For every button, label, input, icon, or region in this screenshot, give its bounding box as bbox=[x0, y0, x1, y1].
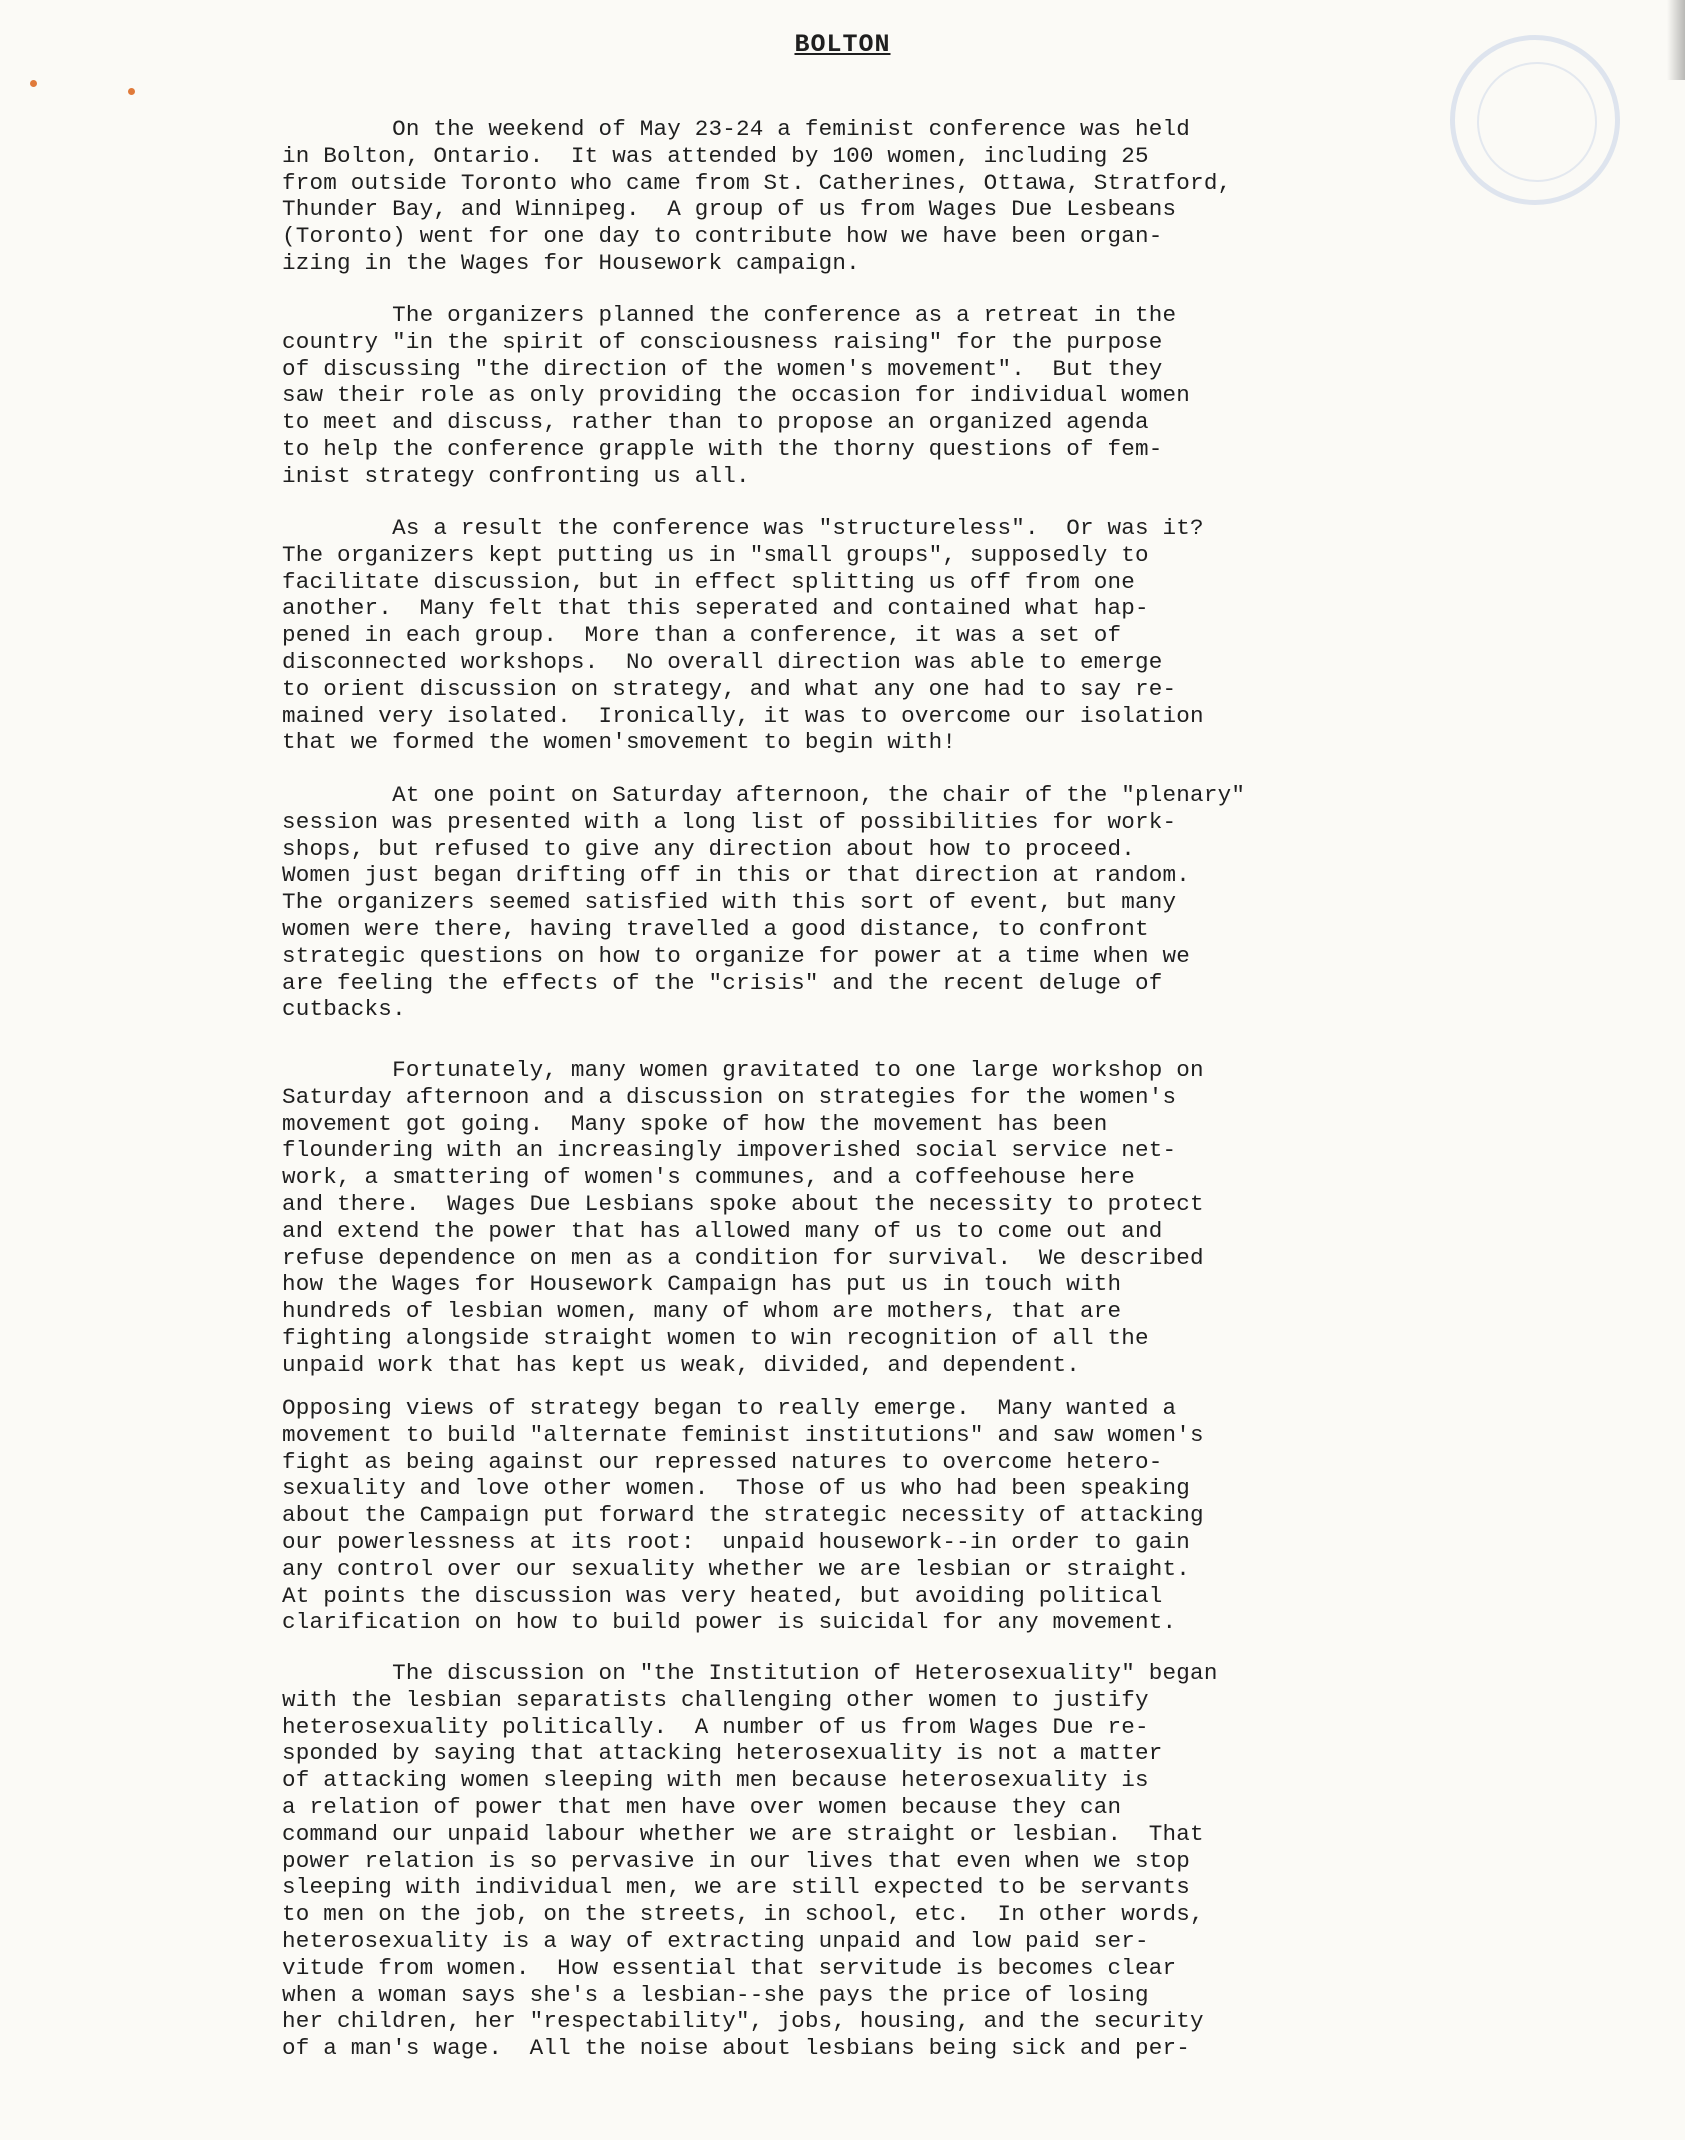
paragraph-4: At one point on Saturday afternoon, the chair of the "plenary" session was presented with a long list of possibilities for work- shops, but refused to give any direction about how to proceed. Women just began drifting off in this or that direction at random. The organizers seemed satisfied with this sort of event, but many women were there, having travelled a good distance, to confront strategic questions on how to organize for power at a time when we are feeling the effects of the "crisis" and the recent deluge of cutbacks. bbox=[282, 782, 1246, 1023]
faded-stamp bbox=[1450, 35, 1620, 205]
paper-spot bbox=[128, 88, 135, 95]
paragraph-7: The discussion on "the Institution of Heterosexuality" began with the lesbian separatists challenging other women to justify heterosexuality politically. A number of us from Wages Due re- sponded by saying that attacking heterosexuality is not a matter of attacking women sleeping with men because heterosexuality is a relation of power that men have over women because they can command our unpaid labour whether we are straight or lesbian. That power relation is so pervasive in our lives that even when we stop sleeping with individual men, we are still expected to be servants to men on the job, on the streets, in school, etc. In other words, heterosexuality is a way of extracting unpaid and low paid ser- vitude from women. How essential that servitude is becomes clear when a woman says she's a lesbian--she pays the price of losing her children, her "respectability", jobs, housing, and the security of a man's wage. All the noise about lesbians being sick and per- bbox=[282, 1660, 1218, 2062]
paragraph-3: As a result the conference was "structureless". Or was it? The organizers kept putting us in "small groups", supposedly to facilitate discussion, but in effect splitting us off from one another. Many felt that this seperated and contained what hap- pened in each group. More than a conference, it was a set of disconnected workshops. No overall direction was able to emerge to orient discussion on strategy, and what any one had to say re- mained very isolated. Ironically, it was to overcome our isolation that we formed the women'smovement to begin with! bbox=[282, 515, 1204, 756]
paragraph-2: The organizers planned the conference as a retreat in the country "in the spirit of consciousness raising" for the purpose of discussing "the direction of the women's movement". But they saw their role as only providing the occasion for individual women to meet and discuss, rather than to propose an organized agenda to help the conference grapple with the thorny questions of fem- inist strategy confronting us all. bbox=[282, 302, 1191, 489]
paper-spot bbox=[30, 80, 37, 87]
paragraph-5: Fortunately, many women gravitated to one large workshop on Saturday afternoon and a discussion on strategies for the women's movement got going. Many spoke of how the movement has been floundering with an increasingly impoverished social service net- work, a smattering of women's communes, and a coffeehouse here and there. Wages Due Lesbians spoke about the necessity to protect and extend the power that has allowed many of us to come out and refuse dependence on men as a condition for survival. We described how the Wages for Housework Campaign has put us in touch with hundreds of lesbian women, many of whom are mothers, that are fighting alongside straight women to win recognition of all the unpaid work that has kept us weak, divided, and dependent. bbox=[282, 1057, 1204, 1378]
paragraph-6: Opposing views of strategy began to really emerge. Many wanted a movement to build "alternate feminist institutions" and saw women's fight as being against our repressed natures to overcome hetero- sexuality and love other women. Those of us who had been speaking about the Campaign put forward the strategic necessity of attacking our powerlessness at its root: unpaid housework--in order to gain any control over our sexuality whether we are lesbian or straight. At points the discussion was very heated, but avoiding political clarification on how to build power is suicidal for any movement. bbox=[282, 1395, 1204, 1636]
paragraph-1: On the weekend of May 23-24 a feminist conference was held in Bolton, Ontario. It was attended by 100 women, including 25 from outside Toronto who came from St. Catherines, Ottawa, Stratford, Thunder Bay, and Winnipeg. A group of us from Wages Due Lesbeans (Toronto) went for one day to contribute how we have been organ- izing in the Wages for Housework campaign. bbox=[282, 116, 1232, 276]
document-title: BOLTON bbox=[794, 30, 891, 59]
